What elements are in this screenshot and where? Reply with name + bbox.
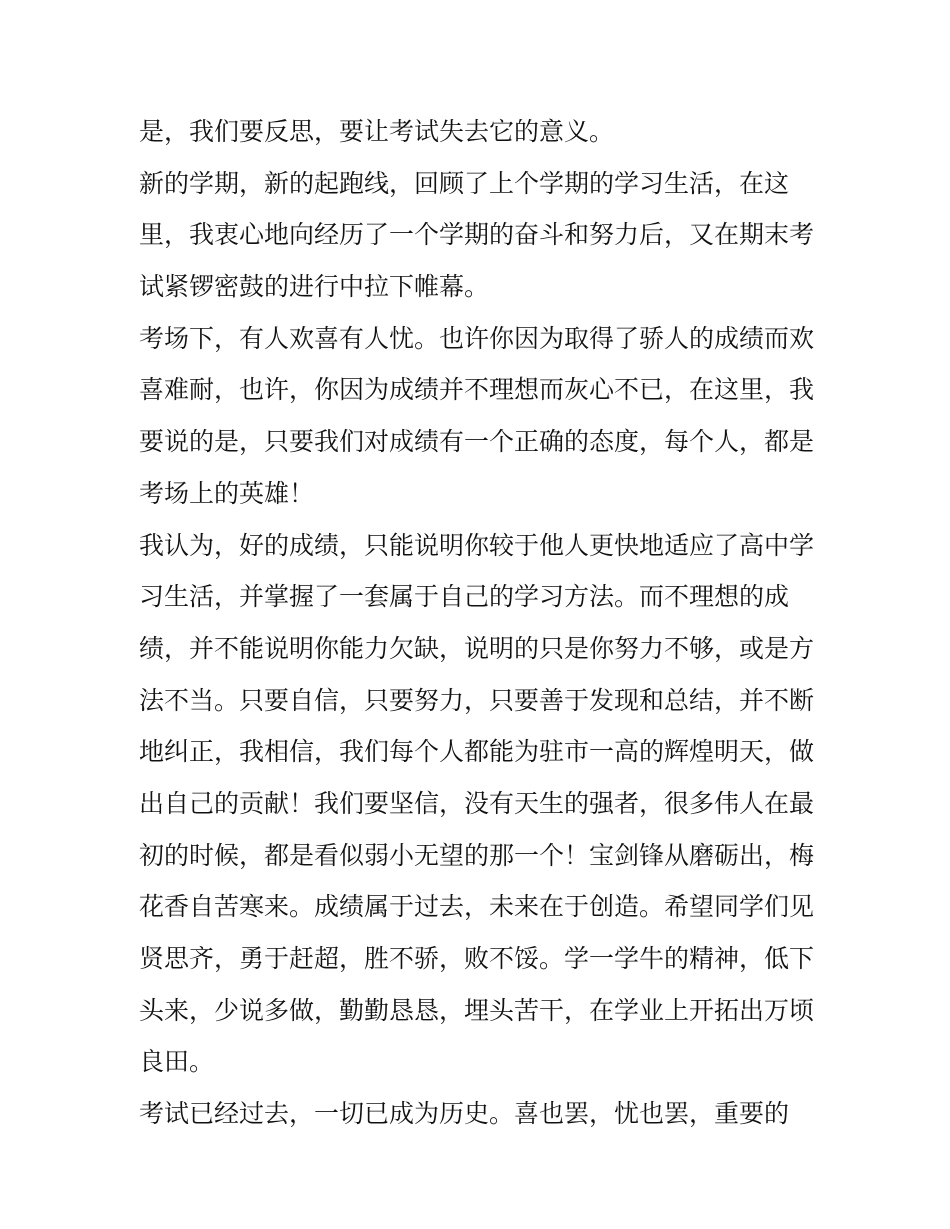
text-line: 法不当。只要自信，只要努力，只要善于发现和总结，并不断 [139,685,815,715]
paragraph [139,106,819,158]
paragraph [139,520,819,1089]
text-line: 花香自苦寒来。成绩属于过去，未来在于创造。希望同学们见 [139,892,815,922]
paragraph [139,313,819,520]
text-line: 要说的是，只要我们对成绩有一个正确的态度，每个人，都是 [139,427,815,457]
text-line: 贤思齐，勇于赶超，胜不骄，败不馁。学一学牛的精神，低下 [139,944,815,973]
text-line: 初的时候，都是看似弱小无望的那一个！宝剑锋从磨砺出，梅 [139,840,815,870]
text-line: 考场下，有人欢喜有人忧。也许你因为取得了骄人的成绩而欢 [139,323,815,353]
paragraph [139,1088,819,1140]
text-line: 考场上的英雄！ [139,478,315,508]
text-line: 良田。 [139,1047,215,1077]
text-line: 头来，少说多做，勤勤恳恳，埋头苦干，在学业上开拓出万顷 [139,995,815,1025]
text-line: 我认为，好的成绩，只能说明你较于他人更快地适应了高中学 [139,530,815,560]
text-line: 地纠正，我相信，我们每个人都能为驻市一高的辉煌明天，做 [139,737,815,767]
text-line: 习生活，并掌握了一套属于自己的学习方法。而不理想的成 [139,582,790,612]
text-line: 试紧锣密鼓的进行中拉下帷幕。 [139,272,490,302]
text-line: 新的学期，新的起跑线，回顾了上个学期的学习生活，在这 [139,168,790,198]
text-line: 绩，并不能说明你能力欠缺，说明的只是你努力不够，或是方 [139,633,815,663]
paragraph [139,158,819,313]
text-line: 喜难耐，也许，你因为成绩并不理想而灰心不已，在这里，我 [139,375,815,405]
text-line: 里，我衷心地向经历了一个学期的奋斗和努力后，又在期末考 [139,220,815,250]
text-line: 是，我们要反思，要让考试失去它的意义。 [139,117,615,146]
document-body [139,106,819,1140]
text-line: 出自己的贡献！我们要坚信，没有天生的强者，很多伟人在最 [139,788,815,818]
text-line: 考试已经过去，一切已成为历史。喜也罢，忧也罢，重要的 [139,1099,790,1129]
